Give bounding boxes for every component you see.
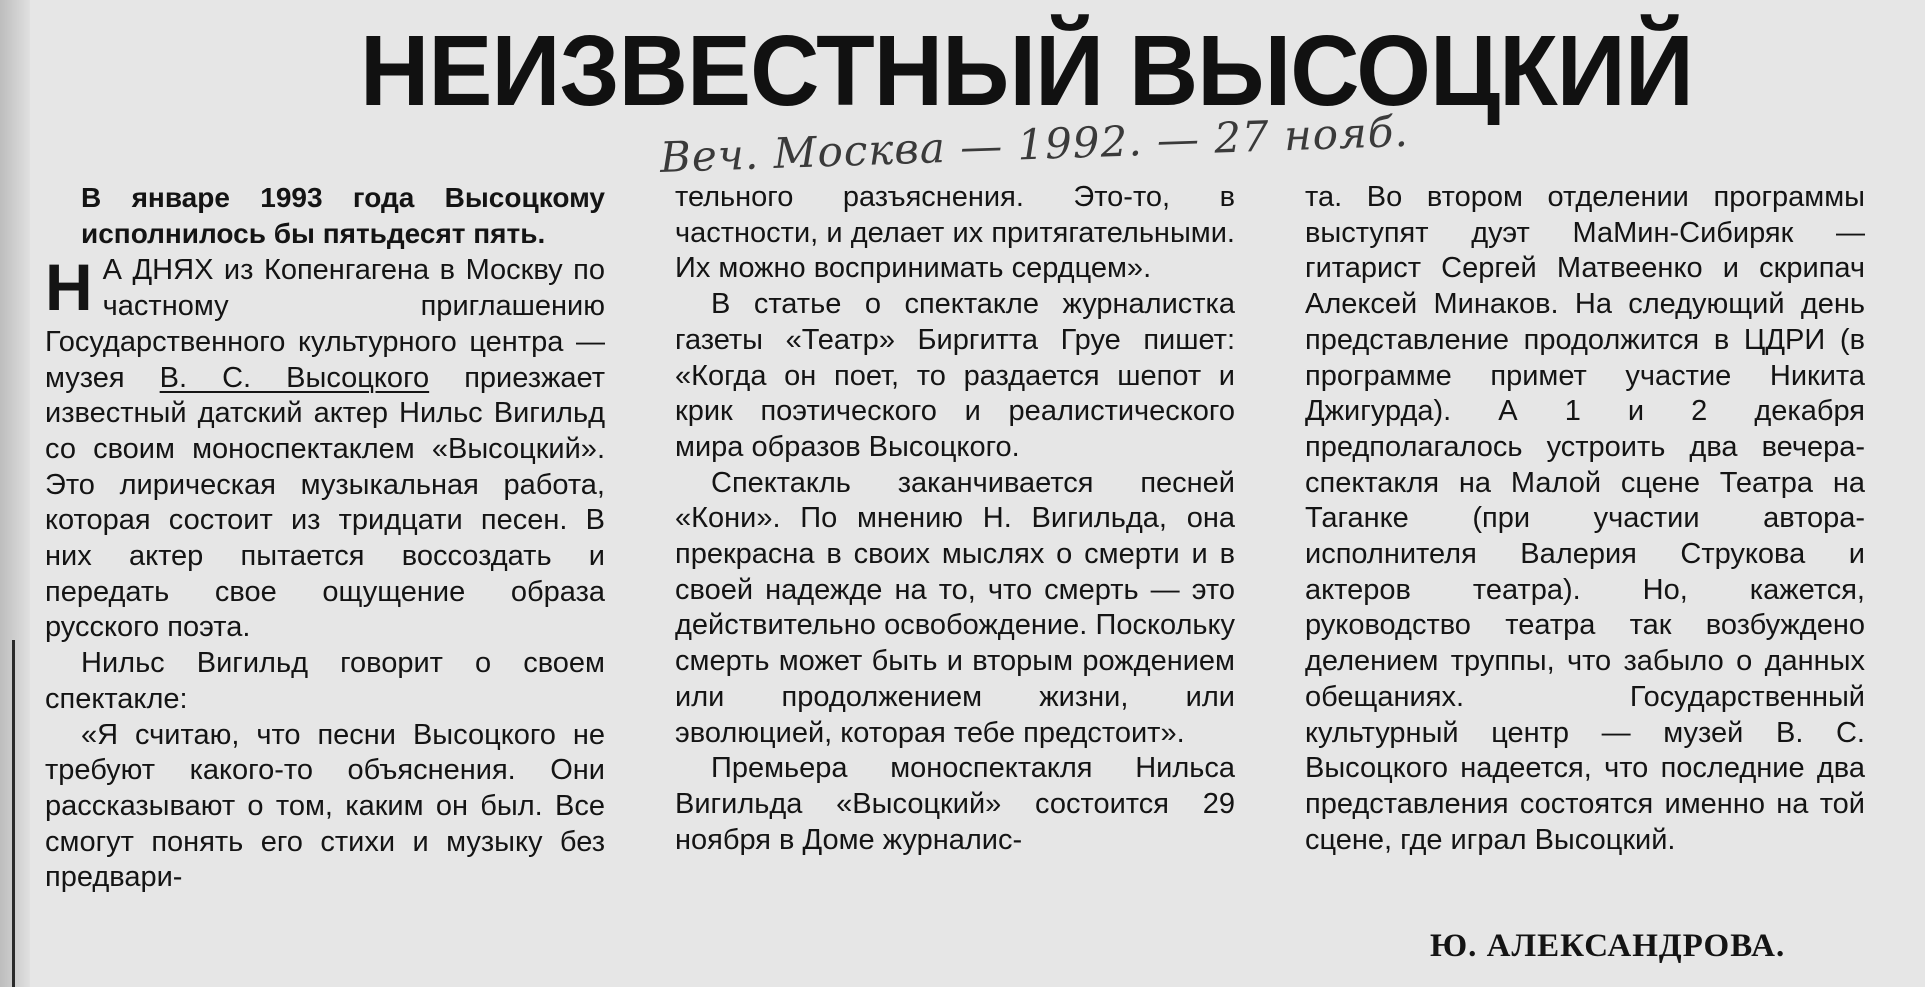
- article-headline: НЕИЗВЕСТНЫЙ ВЫСОЦКИЙ: [360, 15, 1693, 127]
- paragraph-1-end: приезжает известный датский актер Нильс Вигильд со своим моноспектаклем «Высоцкий». Это лирическая музыкальная работа, которая состоит из тридцати песен. В них актер пытается воссоздать и передать свое ощущение образа русского поэта.: [45, 361, 605, 644]
- paragraph-7: Премьера моноспектакля Нильса Вигильда «Высоцкий» состоится 29 ноября в Доме журналис-: [675, 752, 1235, 856]
- paragraph-4: тельного разъяснения. Это-то, в частности, и делает их притягательными. Их можно воспринимать сердцем».: [675, 181, 1235, 285]
- author-byline: Ю. АЛЕКСАНДРОВА.: [1430, 928, 1786, 964]
- article-lead: В январе 1993 года Высоцкому исполнилось бы пятьдесят пять.: [81, 182, 605, 249]
- clipping-edge: [0, 0, 30, 987]
- column-rule: [12, 640, 15, 987]
- paragraph-1-start: НА ДНЯХ из Копенгагена в Москву по частному приглашению Государственного культурного центра — музея: [45, 250, 605, 394]
- paragraph-1: [45, 250, 605, 646]
- paragraph-2: Нильс Вигильд говорит о своем спектакле:: [45, 647, 605, 715]
- paragraph-3: «Я считаю, что песни Высоцкого не требуют какого-то объяснения. Они рассказывают о том, каким он был. Все смогут понять его стихи и музыку без предвари-: [45, 718, 605, 894]
- paragraph-5: В статье о спектакле журналистка газеты «Театр» Биргитта Груе пишет: «Когда он поет, то раздается шепот и крик поэтического и реалистического мира образов Высоцкого.: [675, 288, 1235, 463]
- article-column-2: [675, 180, 1235, 858]
- paragraph-8: та. Во втором отделении программы выступят дуэт МаМин-Сибиряк — гитарист Сергей Матвеенко и скрипач Алексей Минаков. На следующий день представление продолжится в ЦДРИ (в программе примет участие Никита Джигурда). А 1 и 2 декабря предполагалось устроить два вечера-спектакля на Малой сцене Театра на Таганке (при участии автора-исполнителя Валерия Струкова и актеров театра). Но, кажется, руководство театра так возбуждено делением труппы, что забыло о данных обещаниях. Государственный культурный центр — музей В. С. Высоцкого надеется, что последние два представления состоятся именно на той сцене, где играл Высоцкий.: [1305, 181, 1865, 856]
- article-column-1: [45, 180, 605, 896]
- paragraph-6: Спектакль заканчивается песней «Кони». По мнению Н. Вигильда, она прекрасна в своих мыслях о смерти и в своей надежде на то, что смерть — это действительно освобождение. Поскольку смерть может быть и вторым рождением или продолжением жизни, или эволюцией, которая тебе предстоит».: [675, 466, 1235, 749]
- article-column-3: [1305, 180, 1865, 858]
- handwritten-source-note: Веч. Москва — 1992. — 27 нояб.: [659, 106, 1410, 182]
- underlined-name: В. С. Высоцкого: [159, 361, 430, 394]
